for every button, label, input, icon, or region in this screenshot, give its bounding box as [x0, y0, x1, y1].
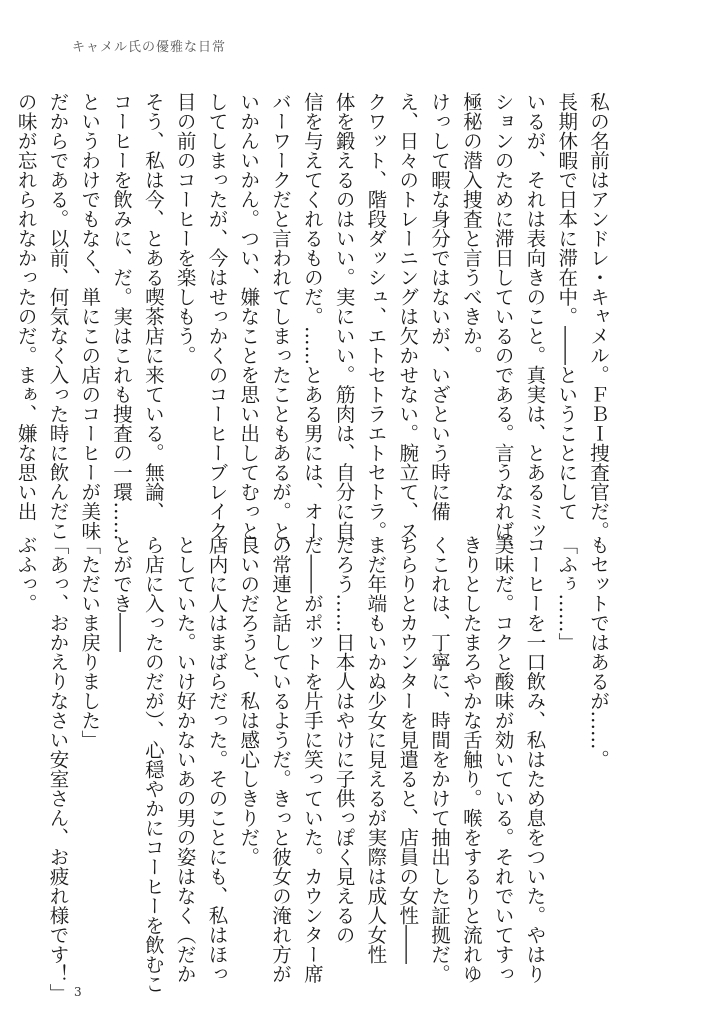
text-line: してしまったが、今はせっかくのコーヒーブレイク。 — [205, 92, 229, 560]
text-line: ぶふっ。 — [14, 535, 38, 613]
text-line: 「あっ、おかえりなさい安室さん、お疲れ様です！」 — [46, 535, 70, 1003]
text-line: コーヒーを一口飲み、私はため息をついた。やはり — [523, 535, 547, 984]
upper-text-block — [14, 92, 614, 560]
text-line: きりとしたまろやかな舌触り。喉をするりと流れゆ — [459, 535, 483, 984]
text-line: の味が忘れられなかったのだ。まぁ、嫌な思い出 — [14, 92, 38, 521]
text-line: とができ―― — [110, 535, 134, 652]
text-line: 美味だ。コクと酸味が効いている。それでいてすっ — [491, 535, 515, 984]
text-line: というわけでもなく、単にこの店のコーヒーが美味 — [78, 92, 102, 541]
text-line: 「ただいま戻りました」 — [78, 535, 102, 750]
text-line: 私の名前はアンドレ・キャメル。ＦＢＩ捜査官だ。 — [587, 92, 610, 541]
text-line: ちらりとカウンターを見遣ると、店員の女性―― — [396, 535, 420, 964]
text-line: くこれは、丁寧に、時間をかけて抽出した証拠だ。 — [428, 535, 452, 984]
text-line: いるが、それは表向きのこと。真実は、とあるミッ — [523, 92, 547, 541]
text-line: コーヒーを飲みに、だ。実はこれも捜査の一環…… — [110, 92, 134, 541]
text-line: 極秘の潜入捜査と言うべきか。 — [459, 92, 483, 365]
text-line: けっして暇な身分ではないが、いざという時に備 — [428, 92, 452, 521]
text-line: クワット、階段ダッシュ、エトセトラエトセトラ。 — [364, 92, 388, 541]
text-line: 良いのだろうと、私は感心しきりだ。 — [237, 535, 261, 867]
page-number: 3 — [74, 985, 82, 999]
text-line: 体を鍛えるのはいい。実にいい。筋肉は、自分に自 — [332, 92, 356, 541]
text-line: 店内に人はまばらだった。そのことにも、私はほっ — [205, 535, 229, 984]
text-line: の常連と話しているようだ。きっと彼女の淹れ方が — [269, 535, 293, 984]
text-line: ら店に入ったのだが）、心穏やかにコーヒーを飲むこ — [141, 535, 165, 994]
text-line: いかんいかん。つい、嫌なことを思い出してむっと — [237, 92, 261, 541]
running-head: キャメル氏の優雅な日常 — [72, 40, 227, 55]
text-line: 長期休暇で日本に滞在中。――ということにして — [555, 92, 579, 521]
text-line: バーワークだと言われてしまったこともあるが。と、 — [269, 92, 293, 560]
text-line: そう、私は今、とある喫茶店に来ている。無論、 — [141, 92, 165, 521]
text-line: としていた。いけ好かないあの男の姿はなく（だか — [173, 535, 197, 984]
text-line: 目の前のコーヒーを楽しもう。 — [173, 92, 197, 365]
text-line: 信を与えてくれるものだ。……とある男には、オー — [300, 92, 324, 541]
text-line: 「ふぅ……」 — [555, 535, 579, 652]
text-line: まだ年端もいかぬ少女に見えるが実際は成人女性 — [364, 535, 388, 964]
text-line: だろう……日本人はやけに子供っぽく見えるの — [332, 535, 356, 945]
text-line: だからである。以前、何気なく入った時に飲んだこ — [46, 92, 70, 541]
text-line: だ――がポットを片手に笑っていた。カウンター席 — [300, 535, 324, 984]
text-line: ションのために滞日しているのである。言うなれば、 — [491, 92, 515, 560]
lower-text-block — [14, 535, 614, 1003]
text-line: え、日々のトレーニングは欠かせない。腕立て、ス — [396, 92, 420, 541]
text-line: もセットではあるが……。 — [587, 535, 610, 769]
